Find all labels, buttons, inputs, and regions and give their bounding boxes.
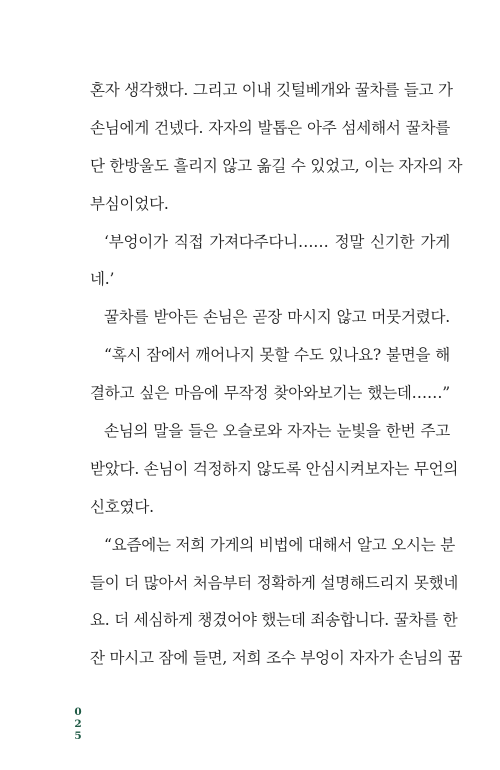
text-line: 신호였다. (90, 497, 154, 516)
text-line: “혹시 잠에서 깨어나지 못할 수도 있나요? 불면을 해 (104, 346, 450, 365)
text-line: 받았다. 손님이 걱정하지 않도록 안심시켜보자는 무언의 (90, 459, 459, 478)
page-number-digit: 2 (74, 718, 82, 730)
text-line: “요즘에는 저희 가게의 비법에 대해서 알고 오시는 분 (104, 535, 456, 554)
text-line: 잔 마시고 잠에 들면, 저희 조수 부엉이 자자가 손님의 꿈 (90, 649, 463, 668)
text-line: 부심이었다. (90, 194, 169, 213)
text-line: ‘부엉이가 직접 가져다주다니…… 정말 신기한 가게 (104, 232, 450, 251)
text-line: 네.’ (90, 270, 115, 289)
page-number-digit: 0 (74, 706, 82, 718)
text-line: 들이 더 많아서 처음부터 정확하게 설명해드리지 못했네 (90, 573, 459, 592)
text-line: 손님의 말을 들은 오슬로와 자자는 눈빛을 한번 주고 (104, 422, 450, 441)
page-number-digit: 5 (74, 730, 82, 742)
text-line: 단 한방울도 흘리지 않고 옮길 수 있었고, 이는 자자의 자 (90, 156, 463, 175)
page-number (73, 706, 83, 742)
text-line: 손님에게 건넸다. 자자의 발톱은 아주 섬세해서 꿀차를 (90, 118, 450, 137)
text-line: 결하고 싶은 마음에 무작정 찾아와보기는 했는데……” (90, 384, 450, 403)
text-line: 혼자 생각했다. 그리고 이내 깃털베개와 꿀차를 들고 가 (90, 81, 453, 99)
body-text (90, 72, 463, 678)
text-line: 꿀차를 받아든 손님은 곧장 마시지 않고 머뭇거렸다. (104, 308, 450, 327)
text-line: 요. 더 세심하게 챙겼어야 했는데 죄송합니다. 꿀차를 한 (90, 611, 458, 630)
